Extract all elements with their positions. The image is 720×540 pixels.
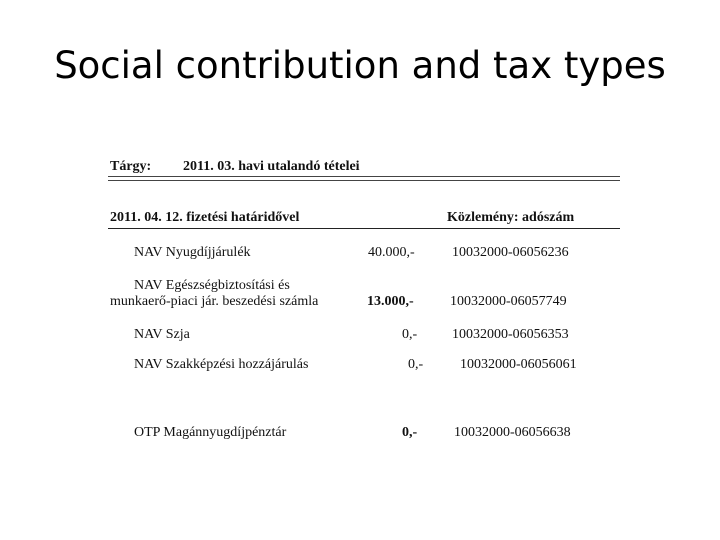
item-amount: 0,-: [402, 425, 418, 440]
scanned-document: [108, 155, 620, 455]
item-account: 10032000-06056353: [452, 327, 569, 342]
table-header: [108, 210, 620, 229]
slide-title: Social contribution and tax types: [54, 44, 666, 87]
item-amount: 0,-: [408, 357, 424, 372]
item-name: NAV Egészségbiztosítási és: [134, 278, 290, 293]
item-amount: 0,-: [402, 327, 418, 342]
item-account: 10032000-06056061: [460, 357, 577, 372]
subject-value: 2011. 03. havi utalandó tételei: [183, 159, 360, 174]
item-name: NAV Nyugdíjjárulék: [134, 245, 251, 260]
item-amount: 13.000,-: [367, 294, 414, 309]
item-name-continued: munkaerő-piaci jár. beszedési számla: [110, 294, 319, 309]
item-account: 10032000-06057749: [450, 294, 567, 309]
item-name: OTP Magánnyugdíjpénztár: [134, 425, 287, 440]
divider-line: [108, 176, 620, 177]
reference-header: Közlemény: adószám: [447, 210, 575, 225]
item-account: 10032000-06056638: [454, 425, 571, 440]
item-name: NAV Szja: [134, 327, 190, 342]
item-name: NAV Szakképzési hozzájárulás: [134, 357, 309, 372]
item-account: 10032000-06056236: [452, 245, 569, 260]
subject-label: Tárgy:: [110, 159, 152, 174]
item-amount: 40.000,-: [368, 245, 415, 260]
divider-line: [108, 180, 620, 181]
due-date-header: 2011. 04. 12. fizetési határidővel: [110, 210, 300, 225]
